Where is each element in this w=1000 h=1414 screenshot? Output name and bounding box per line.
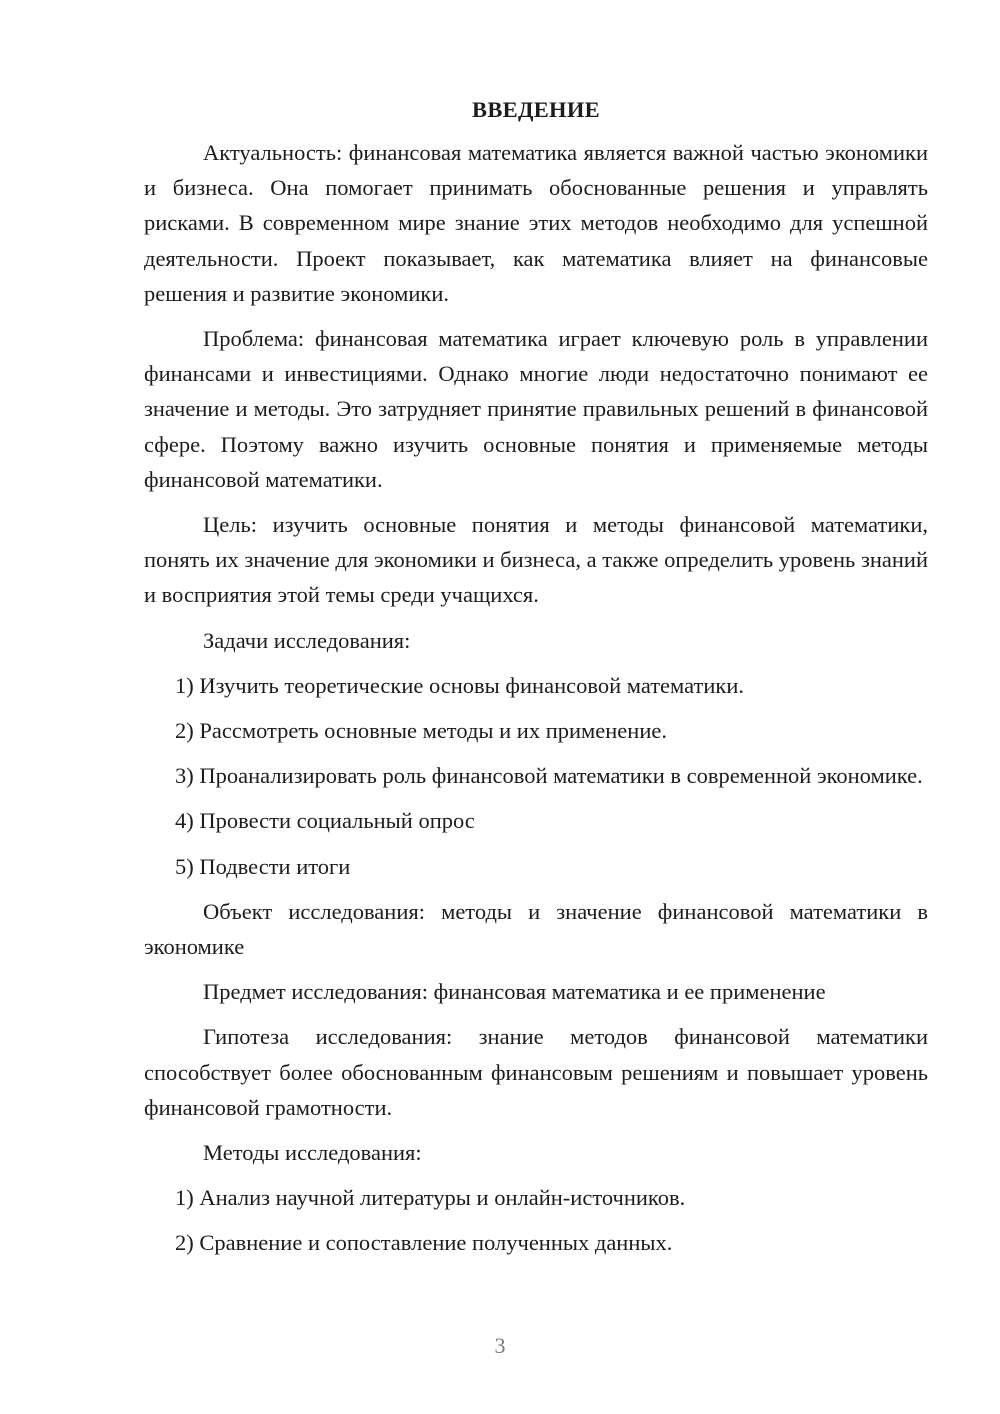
paragraph-subject: Предмет исследования: финансовая математика и ее применение xyxy=(203,979,826,1005)
task-item-2: 2) Рассмотреть основные методы и их применение. xyxy=(175,718,667,744)
paragraph-object: Объект исследования: методы и значение финансовой математики в экономике xyxy=(144,898,928,960)
method-item-1: 1) Анализ научной литературы и онлайн-источников. xyxy=(175,1185,686,1211)
task-item-4: 4) Провести социальный опрос xyxy=(175,808,475,834)
task-item-5: 5) Подвести итоги xyxy=(175,853,351,879)
task-item-1: 1) Изучить теоретические основы финансовой математики. xyxy=(175,672,745,698)
page-title: ВВЕДЕНИЕ xyxy=(472,97,600,122)
paragraph-goal: Цель: изучить основные понятия и методы финансовой математики, понять их значение для экономики и бизнеса, а также определить уровень знаний и восприятия этой темы среди учащихся. xyxy=(144,512,928,608)
paragraph-hypothesis: Гипотеза исследования: знание методов финансовой математики способствует более обоснованным финансовым решениям и повышает уровень финансовой грамотности. xyxy=(144,1024,928,1120)
method-item-2: 2) Сравнение и сопоставление полученных данных. xyxy=(175,1230,673,1256)
methods-heading: Методы исследования: xyxy=(203,1140,422,1166)
task-item-3: 3) Проанализировать роль финансовой математики в современной экономике. xyxy=(175,763,923,789)
paragraph-problem: Проблема: финансовая математика играет ключевую роль в управлении финансами и инвестициями. Однако многие люди недостаточно понимают ее значение и методы. Это затрудняет принятие правильных решений в финансовой сфере. Поэтому важно изучить основные понятия и применяемые методы финансовой математики. xyxy=(144,326,928,492)
tasks-heading: Задачи исследования: xyxy=(203,627,411,653)
paragraph-relevance: Актуальность: финансовая математика является важной частью экономики и бизнеса. Она помогает принимать обоснованные решения и управлять рисками. В современном мире знание этих методов необходимо для успешной деятельности. Проект показывает, как математика влияет на финансовые решения и развитие экономики. xyxy=(144,140,928,306)
page-number: 3 xyxy=(494,1333,506,1358)
page-content xyxy=(144,92,928,1271)
